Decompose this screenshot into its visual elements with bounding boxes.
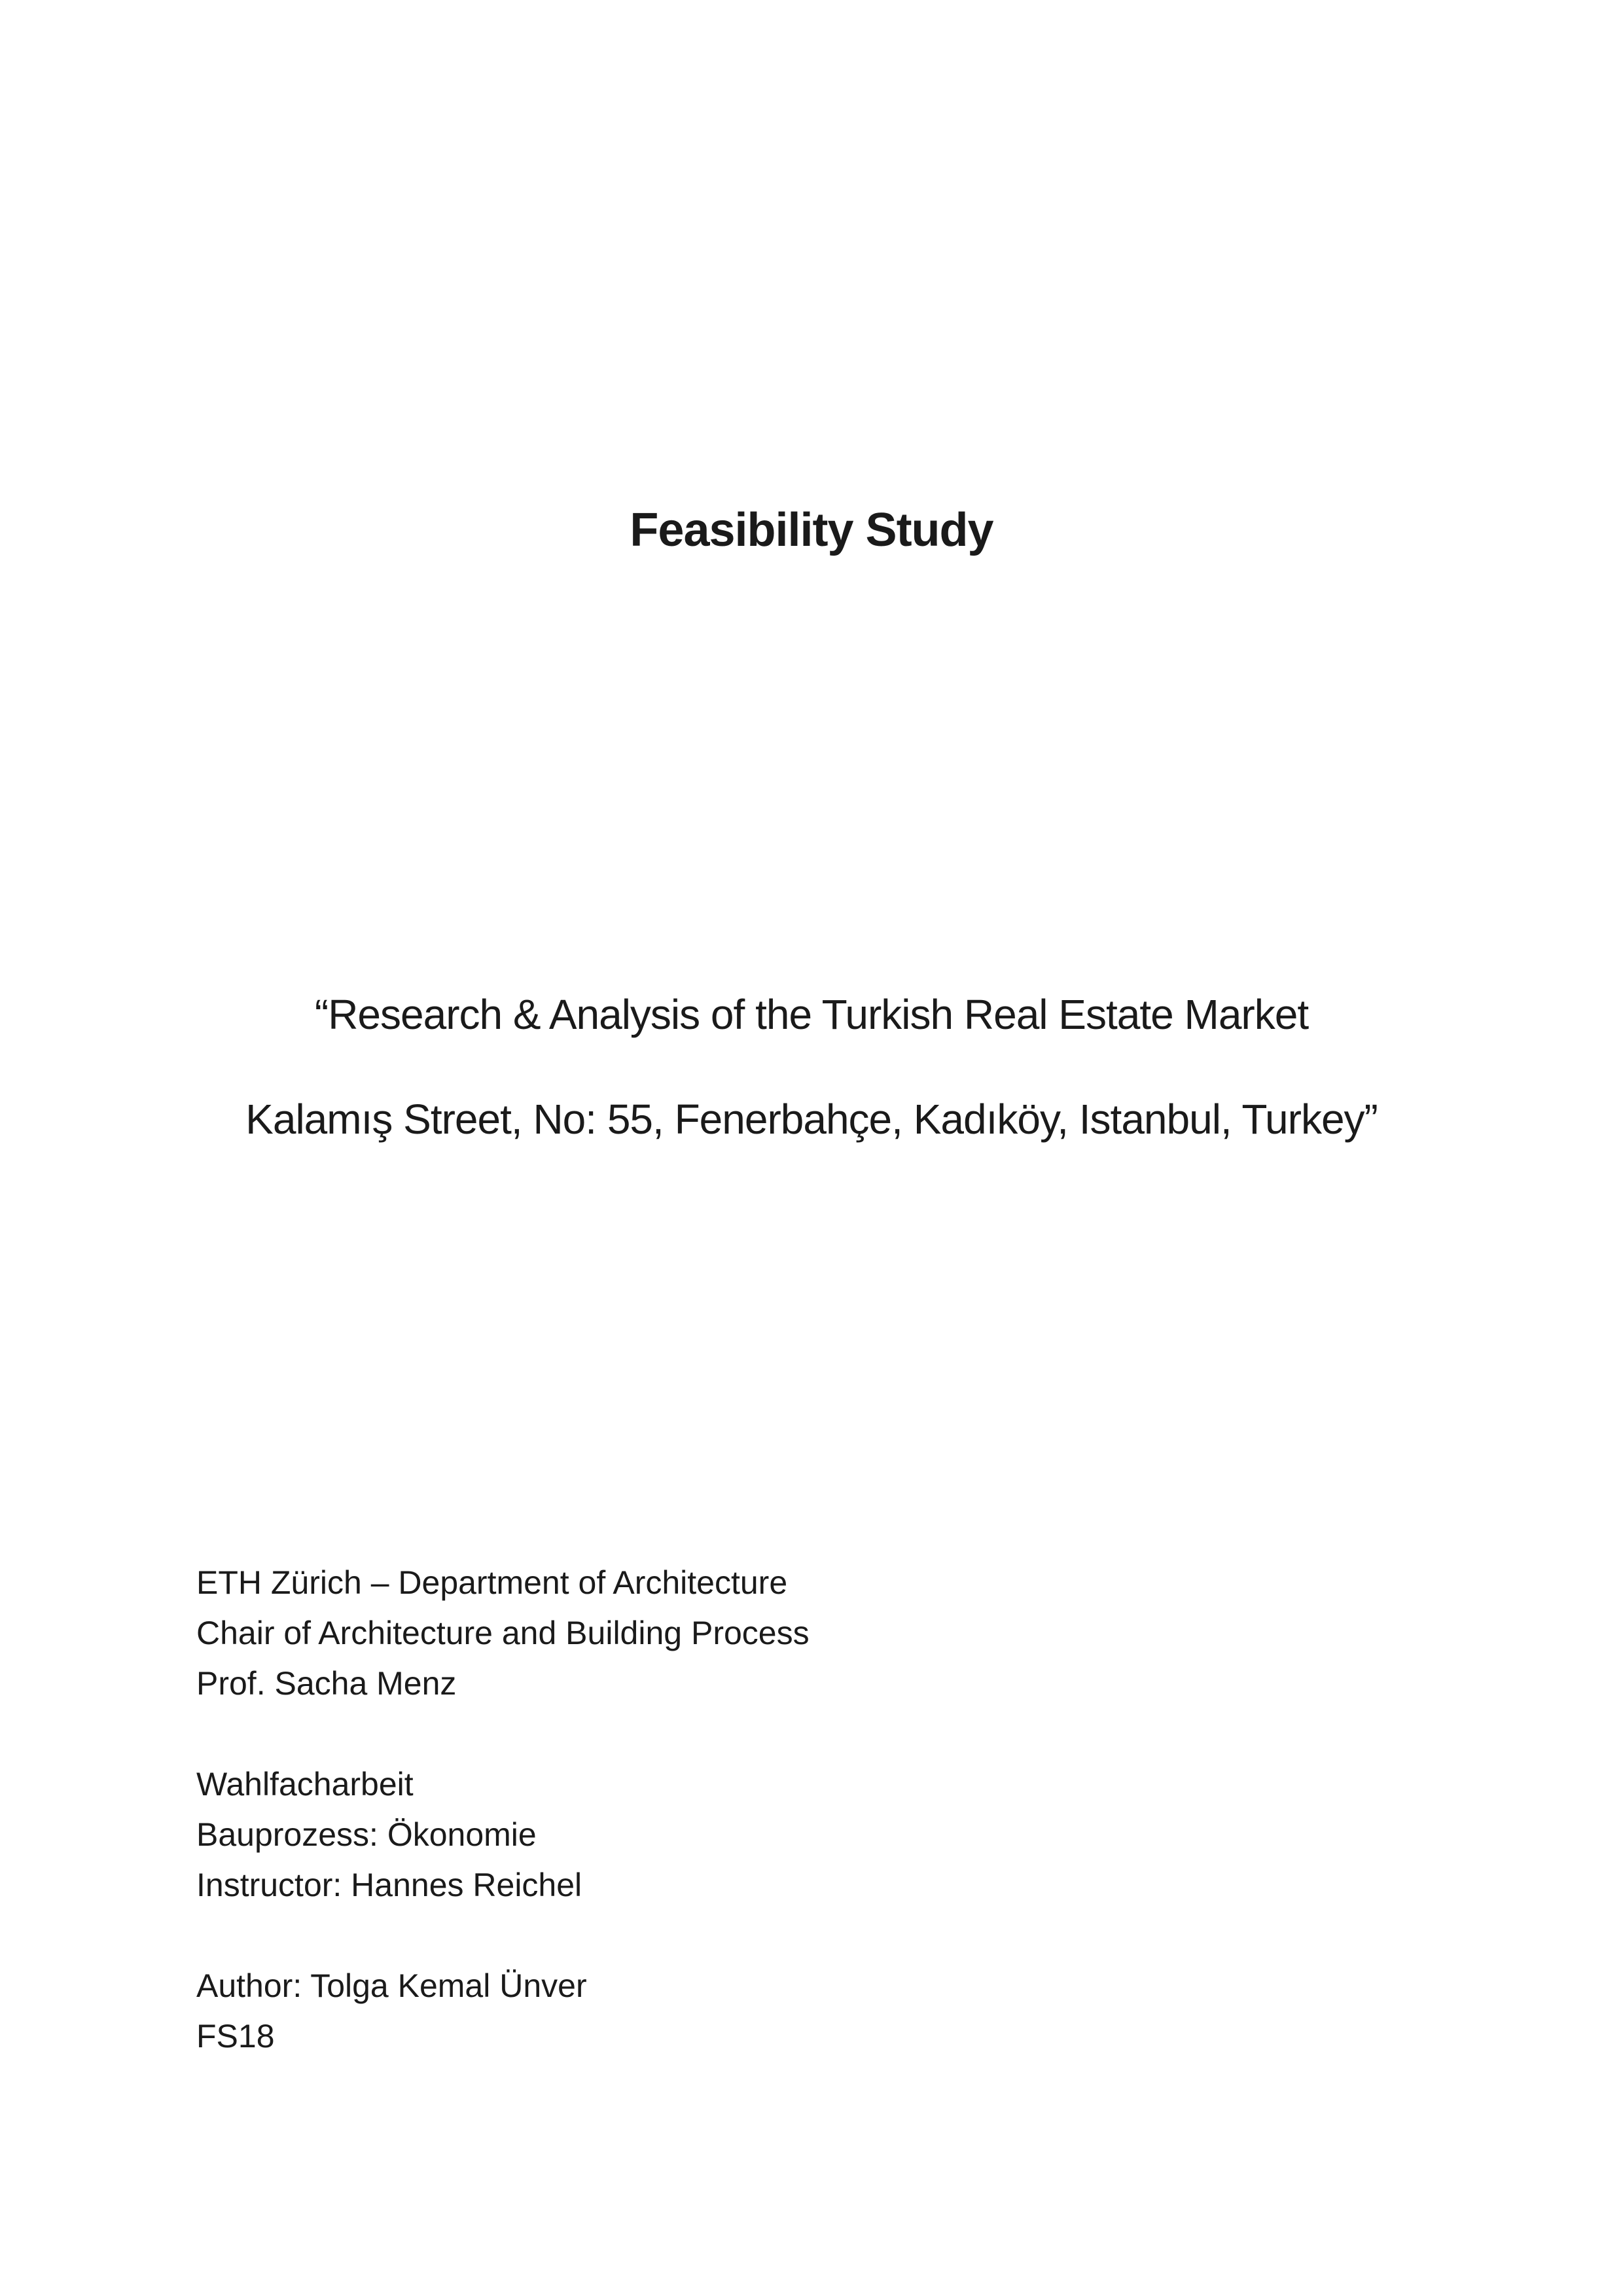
document-subtitle bbox=[0, 982, 1623, 1191]
document-info bbox=[196, 1558, 1374, 2062]
chair-line: Chair of Architecture and Building Process bbox=[196, 1615, 810, 1651]
author-line: Author: Tolga Kemal Ünver bbox=[196, 1967, 587, 2004]
course-name-line: Bauprozess: Ökonomie bbox=[196, 1816, 537, 1853]
institution-line: ETH Zürich – Department of Architecture bbox=[196, 1564, 788, 1601]
spacer bbox=[196, 1910, 1374, 1961]
professor-line: Prof. Sacha Menz bbox=[196, 1665, 457, 1702]
semester-line: FS18 bbox=[196, 2018, 275, 2054]
course-type-line: Wahlfacharbeit bbox=[196, 1766, 414, 1803]
instructor-line: Instructor: Hannes Reichel bbox=[196, 1867, 582, 1903]
spacer bbox=[196, 1709, 1374, 1759]
subtitle-line-1: “Research & Analysis of the Turkish Real Estate Market bbox=[314, 991, 1309, 1038]
document-title: Feasibility Study bbox=[630, 504, 993, 556]
subtitle-line-2: Kalamış Street, No: 55, Fenerbahçe, Kadıköy, Istanbul, Turkey” bbox=[245, 1096, 1378, 1143]
